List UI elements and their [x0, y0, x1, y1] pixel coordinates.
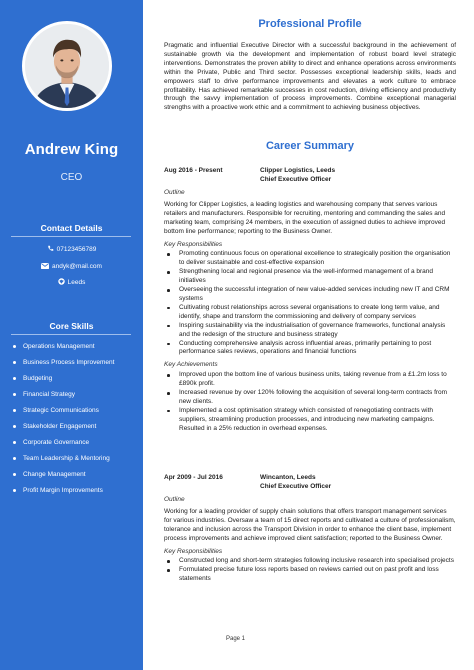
job-date: Aug 2016 - Present — [164, 167, 223, 174]
skill-item: Stakeholder Engagement — [13, 422, 114, 438]
skills-list — [13, 342, 114, 502]
responsibility-item: Cultivating robust relationships across several organisations to create long term value, and identify, shape and transform the commissioning and delivery of company services — [164, 304, 456, 322]
outline-label: Outline — [164, 496, 185, 503]
profile-heading: Professional Profile — [258, 18, 362, 30]
achievement-item: Implemented a cost optimisation strategy which consisted of renegotiating contracts with suppliers, streamlining production processes, and introducing new marketing campaigns. Resulted in a 25% reduction in overhead expenses. — [164, 407, 456, 434]
job-employer: Wincanton, Leeds — [260, 474, 316, 481]
responsibility-item: Strengthening local and regional presence via the well-informed management of a brand initiatives — [164, 268, 456, 286]
skill-item: Strategic Communications — [13, 406, 114, 422]
phone-icon — [47, 245, 54, 252]
achievement-item: Improved upon the bottom line of various business units, taking revenue from a £1.2m loss to £890k profit. — [164, 371, 456, 389]
responsibility-item: Inspiring sustainability via the industrialisation of governance frameworks, functional analysis and the redesign of the structure and business strategy — [164, 322, 456, 340]
skill-item: Profit Margin Improvements — [13, 486, 114, 502]
location-value: Leeds — [67, 279, 86, 286]
responsibilities-list — [164, 250, 456, 357]
achievements-label: Key Achievements — [164, 361, 218, 369]
responsibility-item: Formulated precise future loss reports based on reviews carried out on past profit and loss statements — [164, 566, 456, 584]
email-value: andyk@mail.com — [52, 263, 102, 270]
responsibility-item: Promoting continuous focus on operational excellence to strategically position the organisation to deliver sustainable and cost-effective expansion — [164, 250, 456, 268]
candidate-title: CEO — [60, 172, 83, 183]
job-outline: Working for Clipper Logistics, a leading logistics and warehousing company that serves various retailers and manufacturers. Responsible for recruiting, mentoring and commanding the sales and marketing team, comprising 24 members, in the execution of assigned duties to achieve improved bottom line performance; reporting to the Business Owner. — [164, 200, 446, 235]
page-number: Page 1 — [225, 636, 246, 642]
phone-value: 07123456789 — [56, 246, 97, 253]
responsibility-item: Conducting comprehensive analysis across influential areas, primarily pertaining to post performance sales reviews, operations and financial functions — [164, 340, 456, 358]
contact-heading: Contact Details — [40, 223, 103, 233]
avatar — [22, 21, 112, 111]
contact-phone — [0, 245, 143, 254]
responsibilities-label: Key Responsibilities — [164, 240, 223, 248]
responsibilities-list — [164, 557, 456, 584]
contact-location — [0, 278, 143, 287]
job-role: Chief Executive Officer — [260, 483, 332, 490]
job-entry — [164, 474, 456, 584]
envelope-icon — [41, 263, 49, 269]
skill-item: Operations Management — [13, 342, 114, 358]
job-outline: Working for a leading provider of supply chain solutions that offers transport management services for various industries. Oversaw a team of 15 direct reports and cultivated a culture of professionalism, tolerance and inclusion across the Transport Division in order to enhance the client base, implement process improvements and achieve improved client satisfaction; reported to the Business Owner. — [164, 507, 456, 542]
skills-heading: Core Skills — [49, 321, 94, 331]
responsibilities-label: Key Responsibilities — [164, 547, 223, 555]
job-employer: Clipper Logistics, Leeds — [260, 167, 336, 174]
job-header — [164, 474, 456, 492]
job-entry — [164, 167, 456, 434]
main-content — [164, 0, 456, 670]
globe-icon — [58, 278, 65, 285]
job-role: Chief Executive Officer — [260, 176, 332, 183]
skill-item: Change Management — [13, 470, 114, 486]
job-header — [164, 167, 456, 185]
achievements-list — [164, 371, 456, 433]
skill-item: Business Process Improvement — [13, 358, 114, 374]
sidebar — [0, 0, 143, 670]
skill-item: Financial Strategy — [13, 390, 114, 406]
skill-item: Team Leadership & Mentoring — [13, 454, 114, 470]
achievement-item: Increased revenue by over 120% following the acquisition of several long-term contracts from new clients. — [164, 389, 456, 407]
candidate-name: Andrew King — [24, 141, 119, 158]
contact-divider — [11, 236, 131, 237]
skills-divider — [11, 334, 131, 335]
career-heading: Career Summary — [265, 140, 355, 152]
responsibility-item: Constructed long and short-term strategies following inclusive research into specialised projects — [164, 557, 456, 566]
job-date: Apr 2009 - Jul 2016 — [164, 474, 223, 481]
contact-email — [0, 262, 143, 271]
profile-summary: Pragmatic and influential Executive Director with a successful background in the achievement of sustainable growth via the development and implementation of robust board level strategic interventions. Demonstrates the proven ability to direct and enhance operations across environments within the Private, Public and Third sector. Possesses exceptional leadership skills, leads and empowers staff to drive performance improvements and elevates a work culture to embrace profitability. Has achieved remarkable successes in cost reduction, driving efficiency and productivity through the savvy implementation of process improvements. Combine exceptional managerial strengths with a proactive work ethic and a commitment to achieving business objectives. — [164, 42, 456, 112]
skill-item: Budgeting — [13, 374, 114, 390]
skill-item: Corporate Governance — [13, 438, 114, 454]
outline-label: Outline — [164, 189, 185, 196]
responsibility-item: Overseeing the successful integration of new value-added services including new IT and CRM systems — [164, 286, 456, 304]
